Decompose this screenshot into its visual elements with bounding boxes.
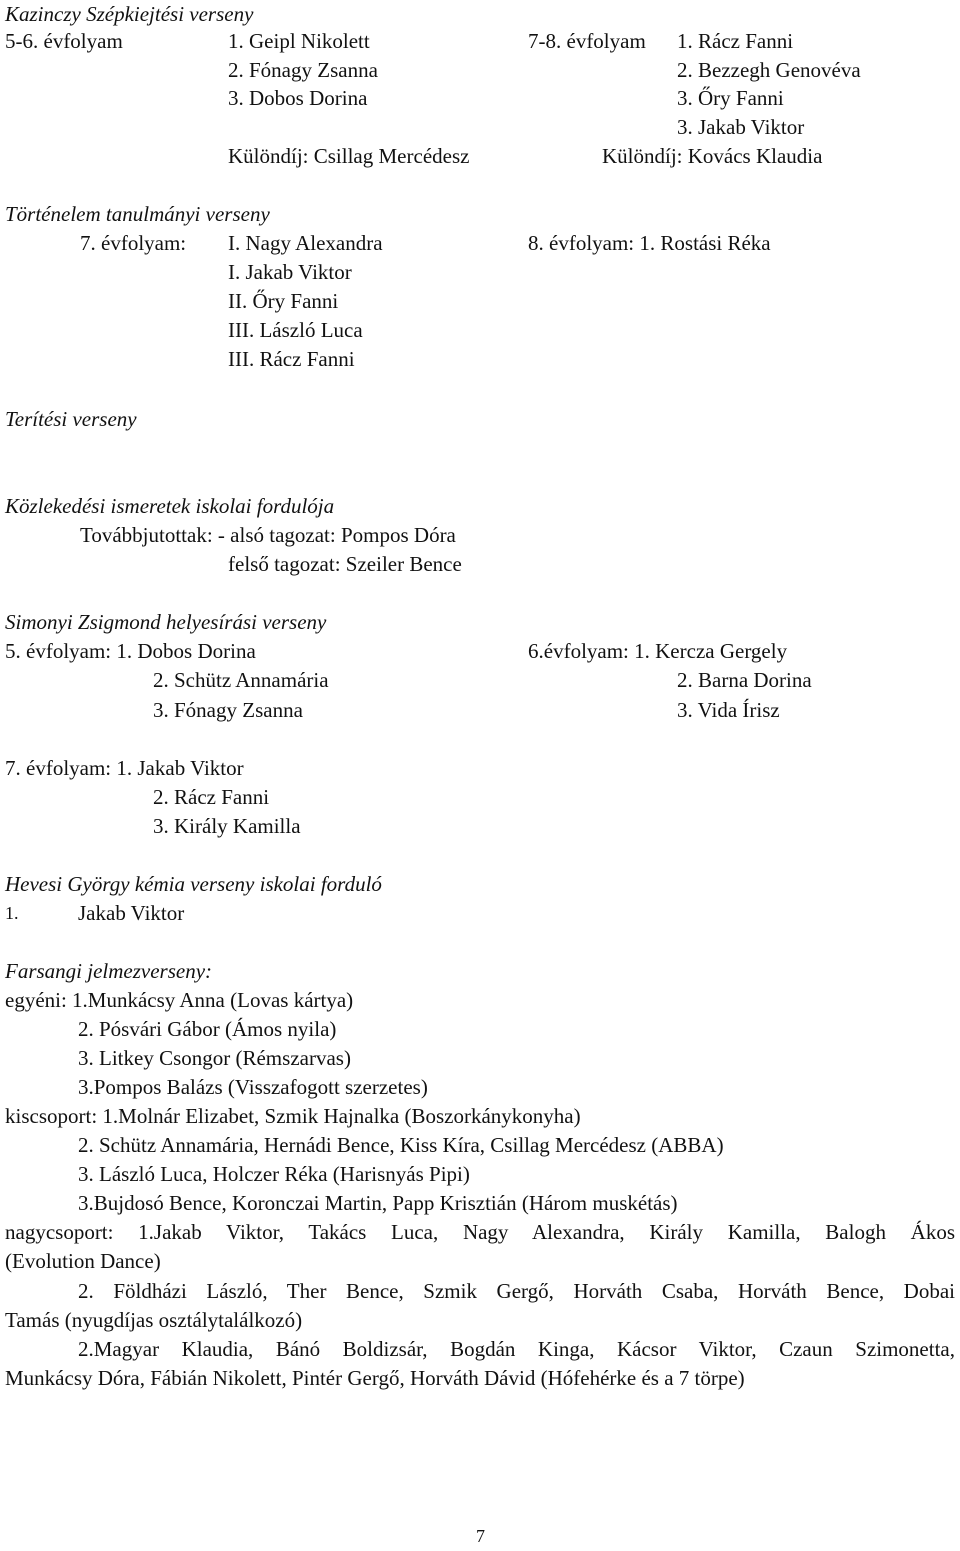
kazinczy-g56-special: Különdíj: Csillag Mercédesz [228,144,470,168]
hevesi-winner: Jakab Viktor [78,901,185,925]
kazinczy-g78-place: 1. Rácz Fanni [677,29,794,53]
farsang-kiscsoport-entry: kiscsoport: 1.Molnár Elizabet, Szmik Hajnalka (Boszorkánykonyha) [5,1104,581,1128]
farsang-egyeni-entry: 3. Litkey Csongor (Rémszarvas) [78,1046,351,1070]
tortenelem-g7-place: III. László Luca [228,318,363,342]
farsang-nagycsoport-entry-cont: (Evolution Dance) [5,1249,161,1273]
simonyi-g5-place: 2. Schütz Annamária [153,668,329,692]
hevesi-title: Hevesi György kémia verseny iskolai forduló [5,872,382,896]
kazinczy-g78-special: Különdíj: Kovács Klaudia [602,144,823,168]
hevesi-place-number: 1. [5,903,19,923]
tortenelem-g7-place: I. Jakab Viktor [228,260,352,284]
simonyi-g5-place: 5. évfolyam: 1. Dobos Dorina [5,639,256,663]
tortenelem-title: Történelem tanulmányi verseny [5,202,270,226]
tortenelem-g7-place: II. Őry Fanni [228,289,339,313]
farsang-kiscsoport-entry: 3.Bujdosó Bence, Koronczai Martin, Papp Krisztián (Három muskétás) [78,1191,678,1215]
simonyi-g7-place: 3. Király Kamilla [153,814,301,838]
kazinczy-g56-place: 1. Geipl Nikolett [228,29,370,53]
kozlekedesi-line: felső tagozat: Szeiler Bence [228,552,462,576]
simonyi-g6-place: 2. Barna Dorina [677,668,812,692]
simonyi-g6-place: 3. Vida Írisz [677,698,780,722]
farsang-nagycsoport-entry: nagycsoport: 1.Jakab Viktor, Takács Luca, Nagy Alexandra, Király Kamilla, Balogh Ákos [5,1220,955,1244]
farsang-kiscsoport-entry: 2. Schütz Annamária, Hernádi Bence, Kiss Kíra, Csillag Mercédesz (ABBA) [78,1133,724,1157]
kazinczy-g78-place: 3. Jakab Viktor [677,115,805,139]
kozlekedesi-line: Továbbjutottak: - alsó tagozat: Pompos Dóra [80,523,456,547]
farsang-egyeni-entry: 2. Pósvári Gábor (Ámos nyila) [78,1017,337,1041]
simonyi-title: Simonyi Zsigmond helyesírási verseny [5,610,327,634]
kazinczy-g78-place: 2. Bezzegh Genovéva [677,58,861,82]
kazinczy-g78-place: 3. Őry Fanni [677,86,784,110]
farsang-kiscsoport-entry: 3. László Luca, Holczer Réka (Harisnyás Pipi) [78,1162,470,1186]
farsang-nagycsoport-entry-cont: Tamás (nyugdíjas osztálytalálkozó) [5,1308,303,1332]
kazinczy-g56-place: 3. Dobos Dorina [228,86,368,110]
farsang-title: Farsangi jelmezverseny: [5,959,213,983]
farsang-nagycsoport-entry: 2. Földházi László, Ther Bence, Szmik Gergő, Horváth Csaba, Horváth Bence, Dobai [78,1279,955,1303]
kazinczy-title: Kazinczy Szépkiejtési verseny [5,2,254,26]
kazinczy-grade56-label: 5-6. évfolyam [5,29,123,53]
simonyi-g7-place: 7. évfolyam: 1. Jakab Viktor [5,756,244,780]
tortenelem-grade7-label: 7. évfolyam: [80,231,187,255]
farsang-nagycsoport-entry: 2.Magyar Klaudia, Bánó Boldizsár, Bogdán Kinga, Kácsor Viktor, Czaun Szimonetta, [78,1337,955,1361]
farsang-nagycsoport-entry-cont: Munkácsy Dóra, Fábián Nikolett, Pintér Gergő, Horváth Dávid (Hófehérke és a 7 törpe) [5,1366,745,1390]
farsang-egyeni-entry: 3.Pompos Balázs (Visszafogott szerzetes) [78,1075,428,1099]
page-number: 7 [476,1526,485,1546]
simonyi-g6-place: 6.évfolyam: 1. Kercza Gergely [528,639,788,663]
kazinczy-g56-place: 2. Fónagy Zsanna [228,58,378,82]
kazinczy-grade78-label: 7-8. évfolyam [528,29,646,53]
simonyi-g5-place: 3. Fónagy Zsanna [153,698,303,722]
simonyi-g7-place: 2. Rácz Fanni [153,785,270,809]
farsang-egyeni-entry: egyéni: 1.Munkácsy Anna (Lovas kártya) [5,988,354,1012]
tortenelem-g7-place: III. Rácz Fanni [228,347,355,371]
teritesi-title: Terítési verseny [5,407,137,431]
tortenelem-grade8: 8. évfolyam: 1. Rostási Réka [528,231,771,255]
kozlekedesi-title: Közlekedési ismeretek iskolai fordulója [5,494,335,518]
tortenelem-g7-place: I. Nagy Alexandra [228,231,383,255]
